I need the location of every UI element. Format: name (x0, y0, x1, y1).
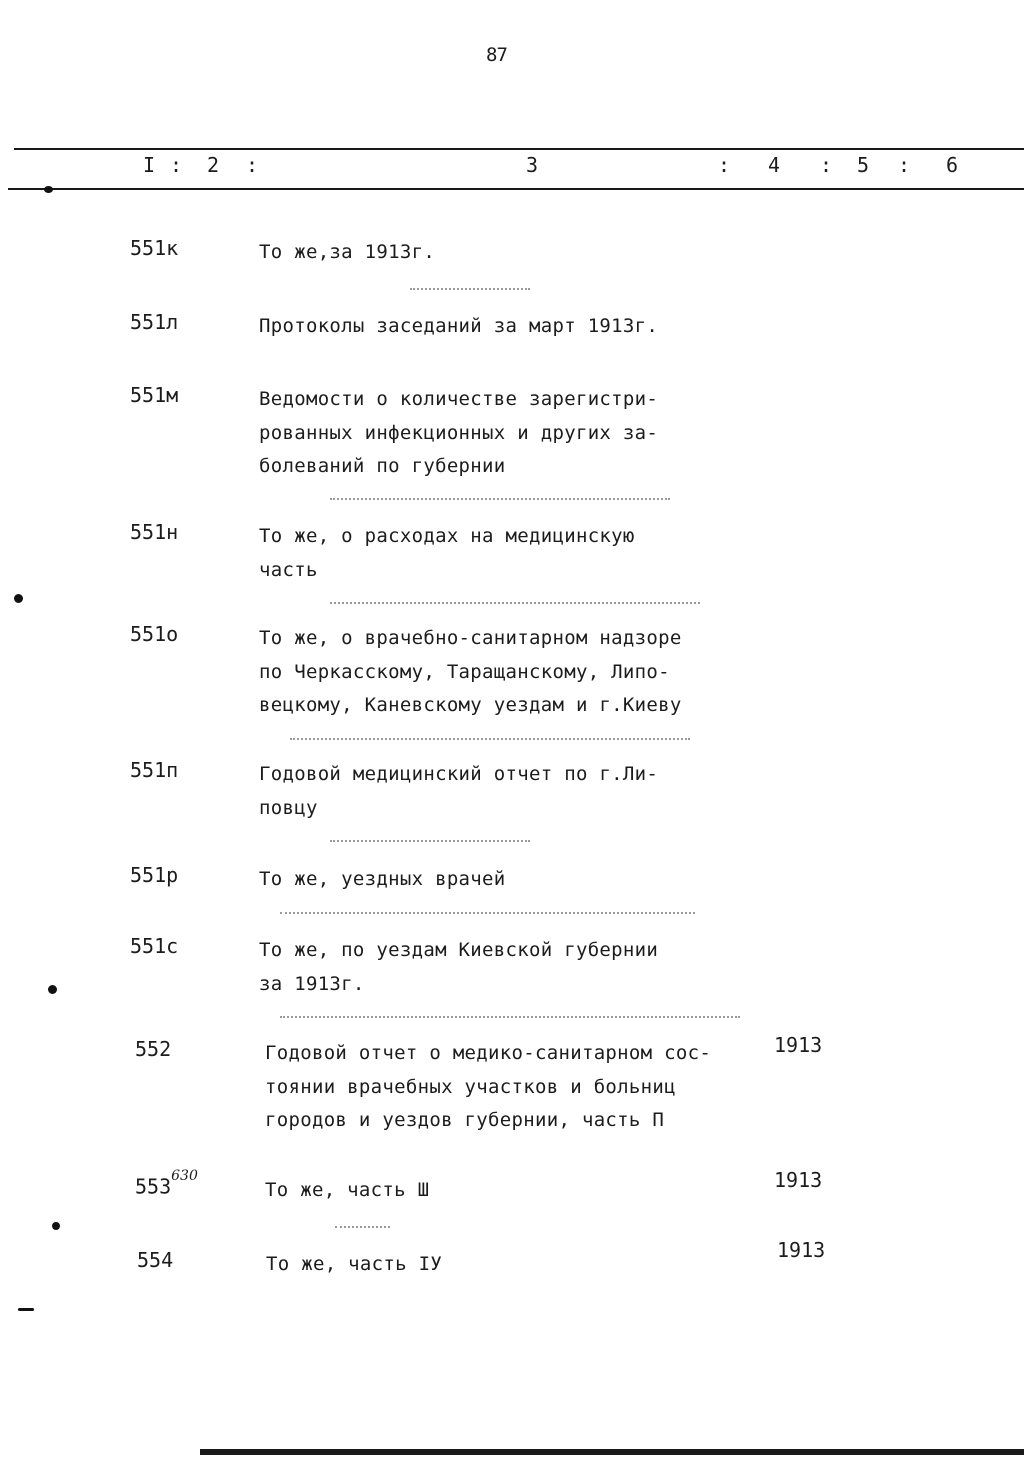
entry-description-line: То же, часть Ш (265, 1179, 430, 1201)
entry-description-line: Ведомости о количестве зарегистри- (259, 388, 659, 410)
scan-speck (14, 594, 23, 603)
entry-description-line: тоянии врачебных участков и больниц (265, 1075, 676, 1098)
entry-number-value: 553 (135, 1174, 172, 1199)
column-header-6: 6 (946, 153, 959, 177)
entry-number (135, 1168, 198, 1199)
entry-description-line: рованных инфекционных и других за- (259, 421, 659, 444)
entry-description (259, 383, 739, 484)
entry-description-line: болеваний по губернии (259, 455, 506, 477)
entry-description-line: То же, уездных врачей (259, 868, 506, 890)
entry-number: 551м (130, 383, 179, 407)
entry-description (259, 758, 739, 825)
entry-year: 1913 (777, 1238, 826, 1262)
entry-year: 1913 (774, 1168, 823, 1192)
scan-speck (18, 1308, 34, 1311)
column-header-1: I (143, 153, 156, 177)
entry-number: 551с (130, 934, 179, 958)
entry-description-line: городов и уездов губернии, часть П (265, 1109, 665, 1131)
entry-number: 551л (130, 310, 179, 334)
page-number: 87 (486, 44, 507, 66)
entry-description (265, 1174, 745, 1208)
column-separator: : (820, 153, 833, 177)
dotted-separator (335, 1226, 390, 1228)
entry-description (259, 520, 739, 587)
table-top-rule (14, 148, 1024, 150)
column-header-3: 3 (526, 153, 539, 177)
entry-description-line: вецкому, Каневскому уездам и г.Киеву (259, 694, 682, 716)
entry-description (259, 934, 739, 1001)
entry-year: 1913 (774, 1033, 823, 1057)
entry-description-line: Годовой медицинский отчет по г.Ли- (259, 763, 659, 785)
dotted-separator (410, 288, 530, 290)
entry-description (266, 1248, 746, 1282)
dotted-separator (280, 912, 695, 914)
table-header-rule (8, 188, 1024, 190)
dotted-separator (330, 602, 700, 604)
entry-description-line: повцу (259, 796, 318, 819)
column-separator: : (898, 153, 911, 177)
entry-number: 551о (130, 622, 179, 646)
dotted-separator (330, 840, 530, 842)
entry-description-line: Протоколы заседаний за март 1913г. (259, 315, 659, 337)
entry-description (259, 236, 739, 270)
entry-number: 551р (130, 863, 179, 887)
column-separator: : (170, 153, 183, 177)
entry-description-line: часть (259, 558, 318, 581)
column-separator: : (718, 153, 731, 177)
dotted-separator (280, 1016, 740, 1018)
scan-speck (44, 186, 53, 193)
column-separator: : (246, 153, 259, 177)
entry-description-line: То же,за 1913г. (259, 241, 436, 263)
entry-number: 551к (130, 236, 179, 260)
entry-description (259, 310, 739, 344)
scan-speck (48, 985, 57, 994)
entry-number: 551н (130, 520, 179, 544)
dotted-separator (330, 498, 670, 500)
entry-description-line: То же, о врачебно-санитарном надзоре (259, 627, 682, 649)
handwritten-note: 630 (171, 1168, 198, 1184)
entry-description-line: Годовой отчет о медико-санитарном сос- (265, 1042, 712, 1064)
entry-description-line: То же, по уездам Киевской губернии (259, 939, 659, 961)
entry-description-line: за 1913г. (259, 972, 365, 995)
dotted-separator (290, 738, 690, 740)
column-header-4: 4 (768, 153, 781, 177)
entry-number: 552 (135, 1037, 172, 1061)
entry-number: 554 (137, 1248, 174, 1272)
column-header-2: 2 (207, 153, 220, 177)
page-bottom-edge (200, 1449, 1024, 1455)
entry-description (259, 622, 739, 723)
entry-description-line: То же, часть IУ (266, 1253, 443, 1275)
column-header-5: 5 (857, 153, 870, 177)
entry-description (265, 1037, 745, 1138)
entry-description-line: То же, о расходах на медицинскую (259, 525, 635, 547)
scan-speck (52, 1222, 60, 1230)
entry-description-line: по Черкасскому, Таращанскому, Липо- (259, 660, 670, 683)
entry-number: 551п (130, 758, 179, 782)
entry-description (259, 863, 739, 897)
